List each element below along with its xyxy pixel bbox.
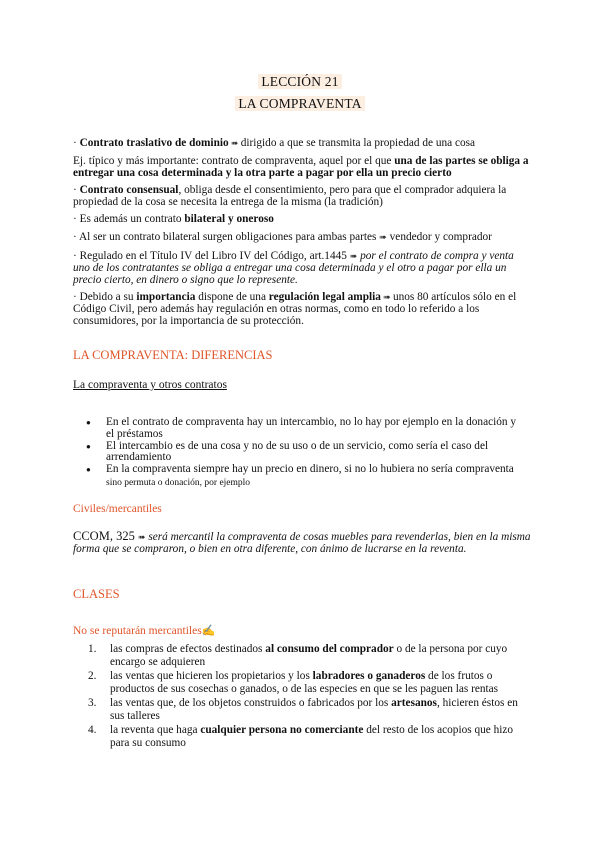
ccom-paragraph xyxy=(73,530,533,555)
bold-term: importancia xyxy=(136,291,196,303)
intro-paragraph-1 xyxy=(73,137,533,149)
bold-term: Contrato consensual xyxy=(79,184,179,196)
list-number: 1. xyxy=(88,643,97,655)
bullet-dot: · xyxy=(73,184,80,196)
bold-term: cualquier persona no comerciante xyxy=(200,724,364,736)
arrow-icon: ➠ xyxy=(379,232,387,242)
lesson-number-text: LECCIÓN 21 xyxy=(258,74,341,89)
intro-paragraph-7 xyxy=(73,291,533,328)
list-item xyxy=(88,724,528,750)
paragraph-text: , obliga desde el consentimiento, pero para que el comprador adquiera la propiedad de la cosa se necesita la entrega de la misma (la tradición) xyxy=(73,184,507,209)
heading-clases: CLASES xyxy=(73,587,120,601)
list-item-text: En la compraventa siempre hay un precio en dinero, si no lo hubiera no sería compraventa xyxy=(106,463,514,476)
paragraph-text: · Es además un contrato xyxy=(73,213,185,225)
arrow-icon: ➠ xyxy=(228,138,241,148)
list-item-text: , hicieren éstos en sus talleres xyxy=(110,697,518,722)
bold-term: al consumo del comprador xyxy=(265,643,394,655)
bold-term: Contrato traslativo de dominio xyxy=(79,137,229,149)
list-item xyxy=(88,643,528,669)
list-item-text: de los frutos o productos de sus cosechas o ganados, o de las especies en que se les paguen las rentas xyxy=(110,670,499,695)
arrow-icon: ➠ xyxy=(137,532,146,542)
subheading-no-mercantiles xyxy=(73,624,215,637)
italic-quote: será mercantil la compraventa de cosas muebles para revenderlas, bien en la misma forma que se compraron, o bien en otra diferente, con ánimo de lucrarse en la reventa. xyxy=(73,531,531,556)
paragraph-text: dirigido a que se transmita la propiedad de una cosa xyxy=(240,137,476,149)
paragraph-text: · Al ser un contrato bilateral surgen obligaciones para ambas partes xyxy=(73,231,380,243)
intro-paragraph-4 xyxy=(73,213,533,225)
subheading-otros-contratos: La compraventa y otros contratos xyxy=(73,379,227,391)
list-item-text: las ventas que, de los objetos construidos o fabricados por los xyxy=(110,697,392,709)
clases-list xyxy=(88,643,528,751)
subheading-civiles-mercantiles: Civiles/mercantiles xyxy=(73,503,162,515)
list-item xyxy=(86,464,526,490)
writing-hand-icon: ✍ xyxy=(201,625,216,637)
paragraph-text: vendedor y comprador xyxy=(386,231,492,243)
ccom-reference: CCOM, 325 xyxy=(73,529,138,543)
arrow-icon: ➠ xyxy=(380,292,393,302)
list-item-text: la reventa que haga xyxy=(110,724,201,736)
italic-quote: por el contrato de compra y venta uno de los contratantes se obliga a entregar una cosa determinada y el otro a pagar por ella un precio cierto, en dinero o signo que lo represente. xyxy=(73,250,514,287)
arrow-icon: ➠ xyxy=(349,251,358,261)
bold-term: bilateral y oneroso xyxy=(184,213,274,225)
intro-paragraph-3 xyxy=(73,184,533,208)
heading-diferencias: LA COMPRAVENTA: DIFERENCIAS xyxy=(73,348,273,362)
lesson-title xyxy=(0,96,600,112)
list-item-text: las ventas que hicieren los propietarios y los xyxy=(110,670,313,682)
intro-paragraph-2 xyxy=(73,155,533,179)
intro-paragraph-6 xyxy=(73,250,533,287)
bold-term: regulación legal amplia xyxy=(268,291,381,303)
list-item-text: El intercambio es de una cosa y no de su uso o de un servicio, como sería el caso del arrendamiento xyxy=(106,439,489,464)
bold-term: una de las partes se obliga a entregar una cosa determinada y la otra parte a pagar por ella un precio cierto xyxy=(73,155,529,180)
lesson-number xyxy=(0,74,600,90)
list-item-text: En el contrato de compraventa hay un intercambio, no lo hay por ejemplo en la donación y el préstamos xyxy=(106,416,517,440)
subheading-text: No se reputarán mercantiles xyxy=(73,625,202,637)
bullet-dot: · xyxy=(73,137,80,149)
list-item xyxy=(88,697,528,723)
paragraph-text: · Regulado en el Título IV del Libro IV del Código, art.1445 xyxy=(73,250,350,262)
bold-term: artesanos xyxy=(391,697,437,709)
list-number: 2. xyxy=(88,670,97,682)
list-item xyxy=(88,670,528,696)
lesson-title-text: LA COMPRAVENTA xyxy=(235,96,364,111)
list-item-note: sino permuta o donación, por ejemplo xyxy=(106,477,251,488)
list-number: 3. xyxy=(88,697,97,709)
paragraph-text: dispone de una xyxy=(195,291,269,303)
intro-paragraph-5 xyxy=(73,231,533,243)
list-item xyxy=(86,417,526,441)
list-item-text: del resto de los acopios que hizo para su consumo xyxy=(110,724,514,749)
list-item xyxy=(86,441,526,465)
paragraph-text: Ej. típico y más importante: contrato de compraventa, aquel por el que xyxy=(73,155,395,167)
bold-term: labradores o ganaderos xyxy=(312,670,426,682)
paragraph-text: · Debido a su xyxy=(73,291,137,303)
list-item-text: las compras de efectos destinados xyxy=(110,643,266,655)
diferencias-list xyxy=(86,417,526,490)
list-item-text: o de la persona por cuyo encargo se adquieren xyxy=(110,643,508,668)
paragraph-text: unos 80 artículos sólo en el Código Civil, pero además hay regulación en otras normas, como en todo lo referido a los consumidores, por la importancia de su protección. xyxy=(73,291,517,328)
list-number: 4. xyxy=(88,724,97,736)
